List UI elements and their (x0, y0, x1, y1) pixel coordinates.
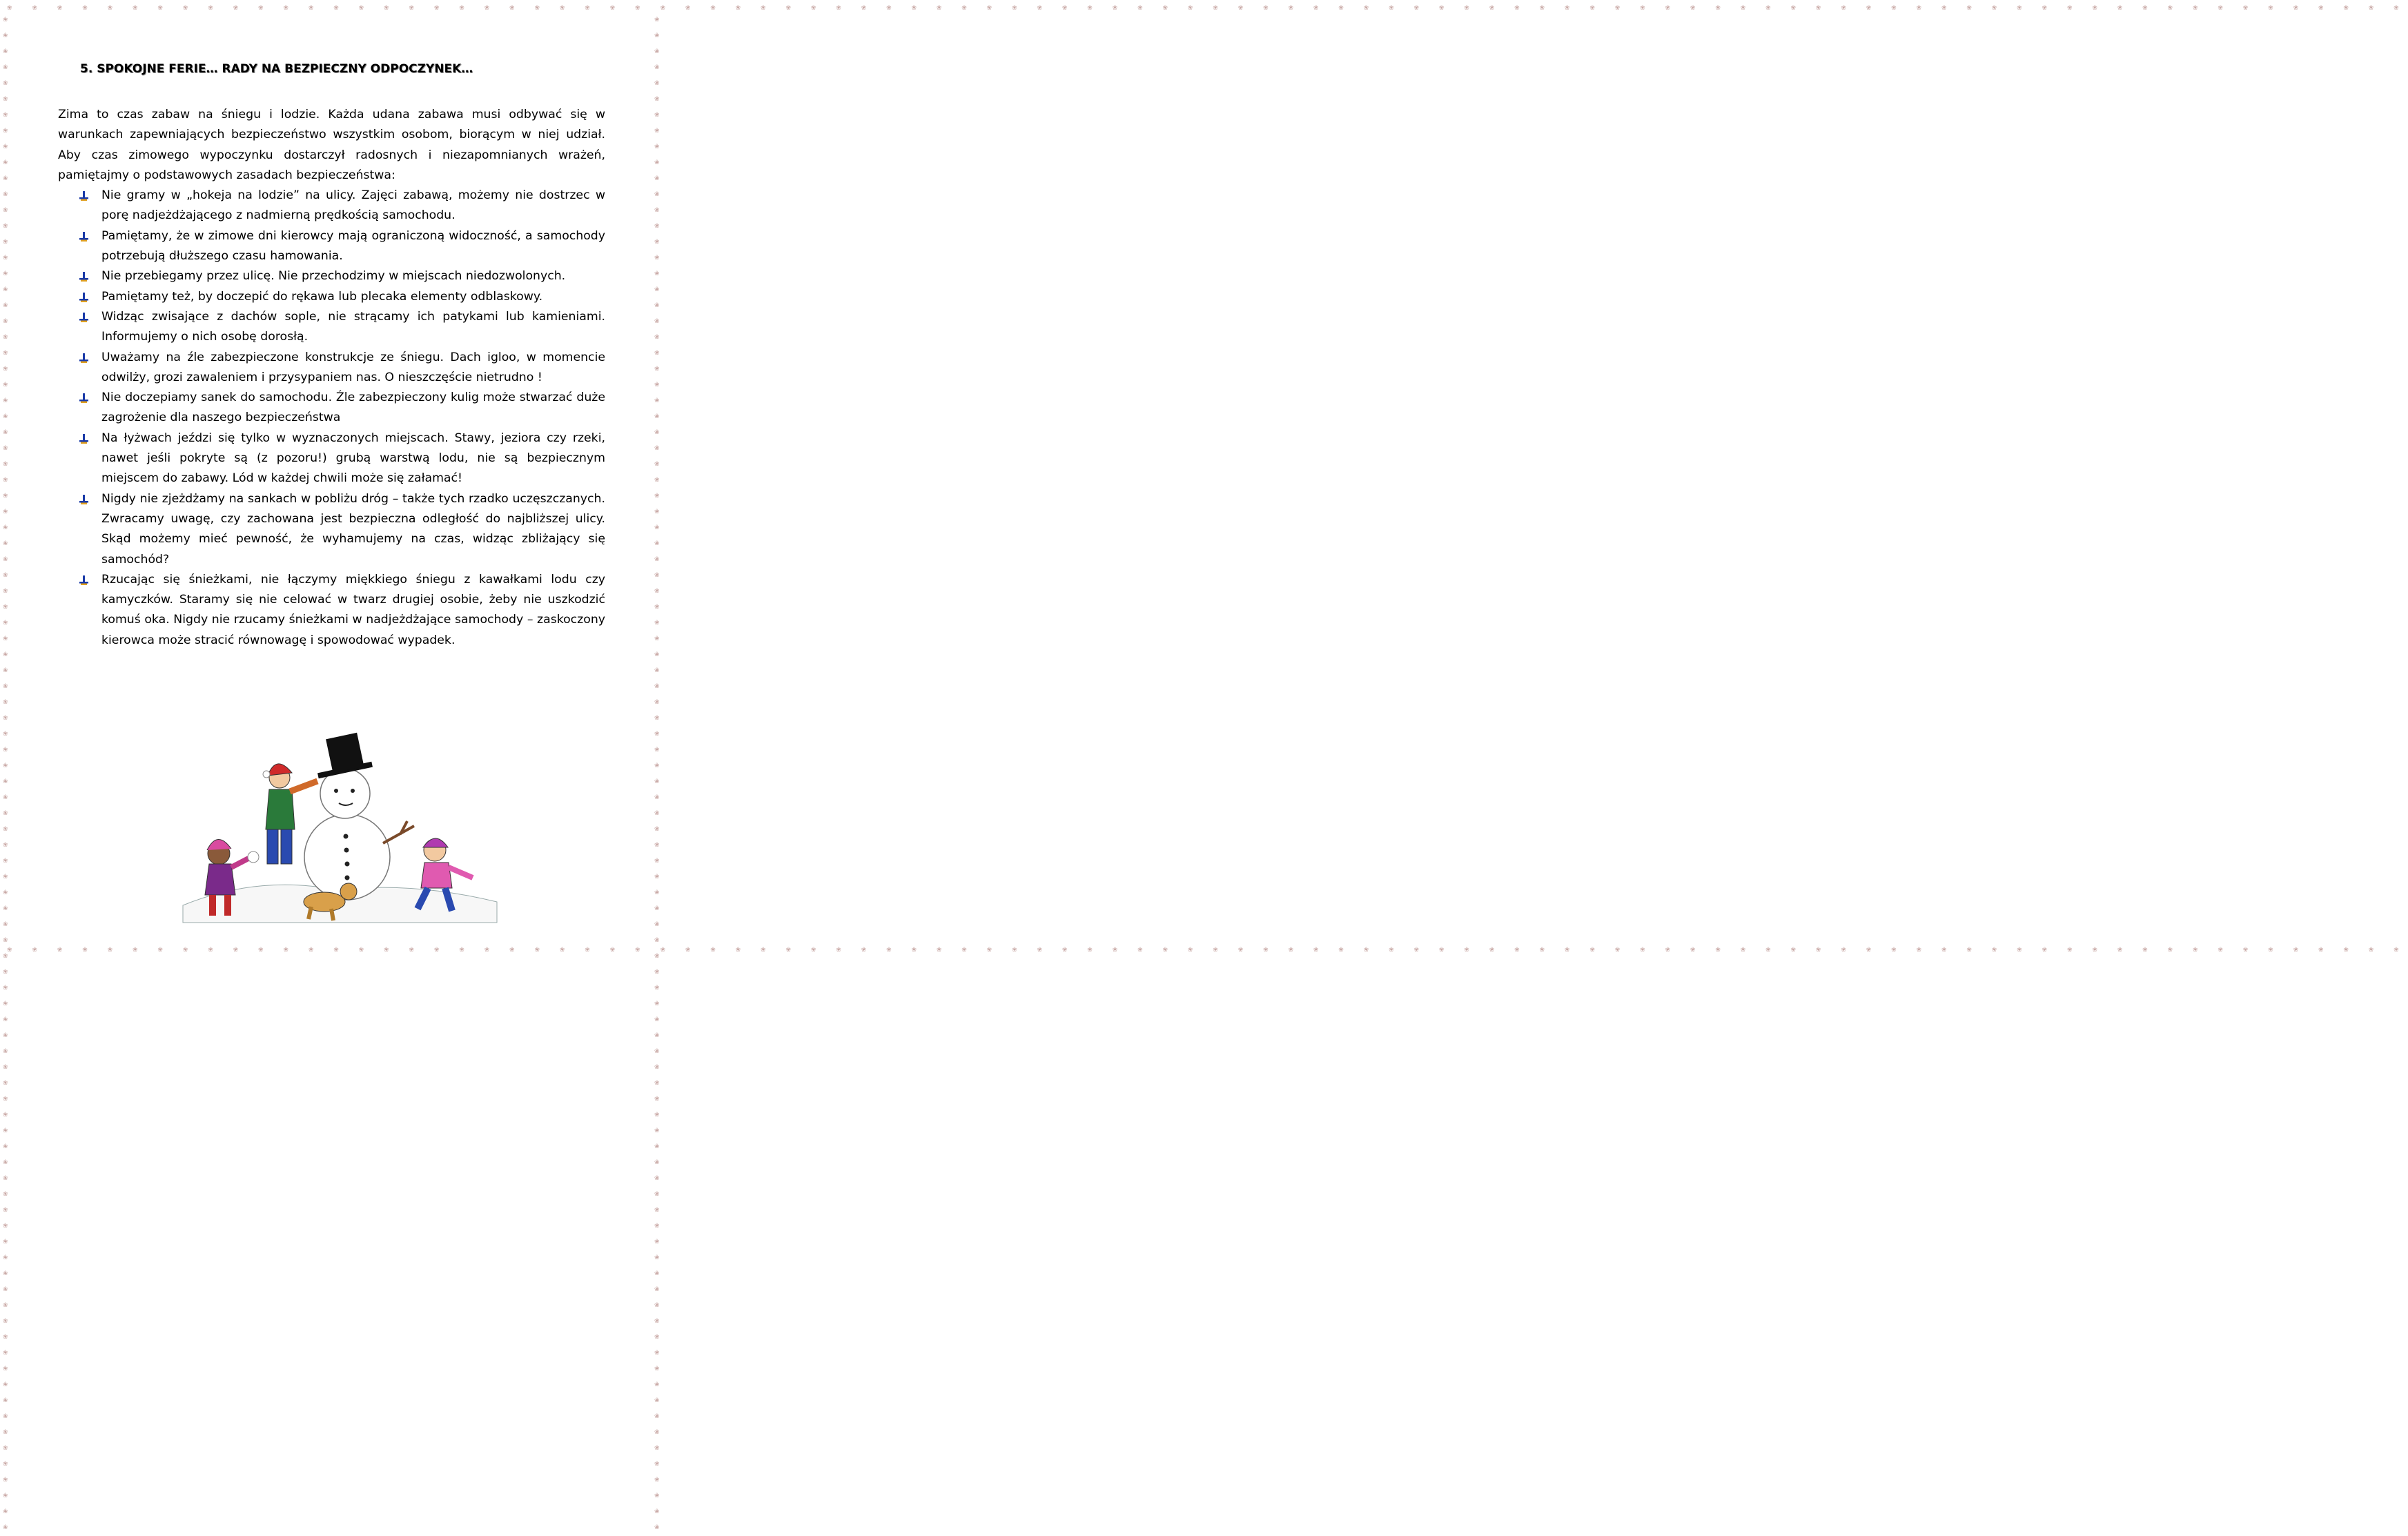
page-border-bottom: ❀ ❀ ❀ ❀ ❀ ❀ ❀ ❀ ❀ ❀ ❀ ❀ ❀ ❀ ❀ ❀ ❀ ❀ ❀ ❀ ❀ ❀ ❀ ❀ ❀ ❀ ❀ ❀ ❀ ❀ ❀ ❀ ❀ ❀ ❀ ❀ ❀ ❀ ❀ ❀ ❀ ❀ ❀ ❀ ❀ ❀ ❀ ❀ ❀ ❀ ❀ ❀ ❀ ❀ ❀ ❀ ❀ ❀ ❀ ❀ ❀ ❀ ❀ ❀ ❀ ❀ ❀ ❀ ❀ ❀ ❀ ❀ ❀ ❀ ❀ ❀ ❀ ❀ ❀ ❀ ❀ ❀ ❀ ❀ ❀ ❀ ❀ ❀ ❀ ❀ ❀ ❀ ❀ ❀ ❀ ❀ (7, 947, 2408, 954)
rule-text: Widząc zwisające z dachów sople, nie strącamy ich patykami lub kamieniami. Informujemy o nich osobę dorosłą. (101, 309, 605, 344)
arrow-down-bullet-icon (79, 353, 89, 363)
rule-text: Na łyżwach jeździ się tylko w wyznaczonych miejscach. Stawy, jeziora czy rzeki, nawet jeśli pokryte są (z pozoru!) grubą warstwą lodu, nie są bezpiecznym miejscem do zabawy. Lód w każdej chwili może się załamać! (101, 431, 605, 486)
rule-text: Uważamy na źle zabezpieczone konstrukcje ze śniegu. Dach igloo, w momencie odwilży, grozi zawaleniem i przysypaniem nas. O nieszczęście nietrudno ! (101, 350, 605, 384)
rule-item (58, 348, 605, 388)
snowman-children-illustration (176, 726, 500, 923)
arrow-down-bullet-icon (79, 393, 89, 403)
rule-item (58, 266, 605, 286)
intro-paragraph: Zima to czas zabaw na śniegu i lodzie. Każda udana zabawa musi odbywać się w warunkach zapewniających bezpieczeństwo wszystkim osobom, biorącym w niej udział. Aby czas zimowego wypoczynku dostarczył radosnych i niezapomnianych wrażeń, pamiętajmy o podstawowych zasadach bezpieczeństwa: (58, 108, 605, 182)
rule-item (58, 388, 605, 429)
page-border-left: ❀ ❀ ❀ ❀ ❀ ❀ ❀ ❀ ❀ ❀ ❀ ❀ ❀ ❀ ❀ ❀ ❀ ❀ ❀ ❀ ❀ ❀ ❀ ❀ ❀ ❀ ❀ ❀ ❀ ❀ ❀ ❀ ❀ ❀ ❀ ❀ ❀ ❀ ❀ ❀ ❀ ❀ ❀ ❀ ❀ ❀ ❀ ❀ ❀ ❀ ❀ ❀ ❀ ❀ ❀ ❀ ❀ ❀ ❀ ❀ ❀ ❀ ❀ ❀ ❀ ❀ ❀ ❀ ❀ ❀ ❀ ❀ ❀ ❀ ❀ ❀ ❀ ❀ ❀ ❀ ❀ ❀ ❀ ❀ ❀ ❀ ❀ ❀ ❀ ❀ ❀ ❀ ❀ ❀ ❀ ❀ (3, 17, 8, 1531)
rule-text: Nie gramy w „hokeja na lodzie” na ulicy. Zajęci zabawą, możemy nie dostrzec w porę nadjeżdżającego z nadmierną prędkością samochodu. (101, 188, 605, 223)
rule-item (58, 429, 605, 489)
rule-item (58, 226, 605, 267)
arrow-down-bullet-icon (79, 293, 89, 302)
rule-item (58, 307, 605, 348)
rule-text: Nie przebiegamy przez ulicę. Nie przechodzimy w miejscach niedozwolonych. (101, 269, 566, 284)
rule-item (58, 186, 605, 226)
rule-text: Pamiętamy też, by doczepić do rękawa lub plecaka elementy odblaskowy. (101, 289, 543, 304)
page-border-top: ❀ ❀ ❀ ❀ ❀ ❀ ❀ ❀ ❀ ❀ ❀ ❀ ❀ ❀ ❀ ❀ ❀ ❀ ❀ ❀ ❀ ❀ ❀ ❀ ❀ ❀ ❀ ❀ ❀ ❀ ❀ ❀ ❀ ❀ ❀ ❀ ❀ ❀ ❀ ❀ ❀ ❀ ❀ ❀ ❀ ❀ ❀ ❀ ❀ ❀ ❀ ❀ ❀ ❀ ❀ ❀ ❀ ❀ ❀ ❀ ❀ ❀ ❀ ❀ ❀ ❀ ❀ ❀ ❀ ❀ ❀ ❀ ❀ ❀ ❀ ❀ ❀ ❀ ❀ ❀ ❀ ❀ ❀ ❀ ❀ ❀ ❀ ❀ ❀ ❀ ❀ ❀ ❀ ❀ ❀ ❀ (7, 5, 2408, 12)
rule-text: Rzucając się śnieżkami, nie łączymy miękkiego śniegu z kawałkami lodu czy kamyczków. Staramy się nie celować w twarz drugiej osobie, żeby nie uszkodzić komuś oka. Nigdy nie rzucamy śnieżkami w nadjeżdżające samochody – zaskoczony kierowca może stracić równowagę i spowodować wypadek. (101, 572, 605, 647)
arrow-down-bullet-icon (79, 495, 89, 504)
arrow-down-bullet-icon (79, 313, 89, 322)
rule-item (58, 570, 605, 651)
arrow-down-bullet-icon (79, 434, 89, 444)
section-title: 5. SPOKOJNE FERIE… RADY NA BEZPIECZNY ODPOCZYNEK… (80, 62, 473, 76)
arrow-down-bullet-icon (79, 232, 89, 242)
page-border-right: ❀ ❀ ❀ ❀ ❀ ❀ ❀ ❀ ❀ ❀ ❀ ❀ ❀ ❀ ❀ ❀ ❀ ❀ ❀ ❀ ❀ ❀ ❀ ❀ ❀ ❀ ❀ ❀ ❀ ❀ ❀ ❀ ❀ ❀ ❀ ❀ ❀ ❀ ❀ ❀ ❀ ❀ ❀ ❀ ❀ ❀ ❀ ❀ ❀ ❀ ❀ ❀ ❀ ❀ ❀ ❀ ❀ ❀ ❀ ❀ ❀ ❀ ❀ ❀ ❀ ❀ ❀ ❀ ❀ ❀ ❀ ❀ ❀ ❀ ❀ ❀ ❀ ❀ ❀ ❀ ❀ ❀ ❀ ❀ ❀ ❀ ❀ ❀ ❀ ❀ ❀ ❀ ❀ ❀ ❀ ❀ (654, 17, 660, 1531)
safety-rules-list (58, 186, 605, 651)
arrow-down-bullet-icon (79, 575, 89, 585)
rule-item (58, 287, 605, 307)
document-body (58, 105, 605, 651)
rule-item (58, 489, 605, 570)
rule-text: Nigdy nie zjeżdżamy na sankach w pobliżu dróg – także tych rzadko uczęszczanych. Zwracamy uwagę, czy zachowana jest bezpieczna odległość do najbliższej ulicy. Skąd możemy mieć pewność, że wyhamujemy na czas, widząc zbliżający się samochód? (101, 491, 605, 567)
rule-text: Nie doczepiamy sanek do samochodu. Źle zabezpieczony kulig może stwarzać duże zagrożenie dla naszego bezpieczeństwa (101, 391, 605, 425)
arrow-down-bullet-icon (79, 191, 89, 201)
arrow-down-bullet-icon (79, 272, 89, 282)
rule-text: Pamiętamy, że w zimowe dni kierowcy mają ograniczoną widoczność, a samochody potrzebują dłuższego czasu hamowania. (101, 228, 605, 264)
